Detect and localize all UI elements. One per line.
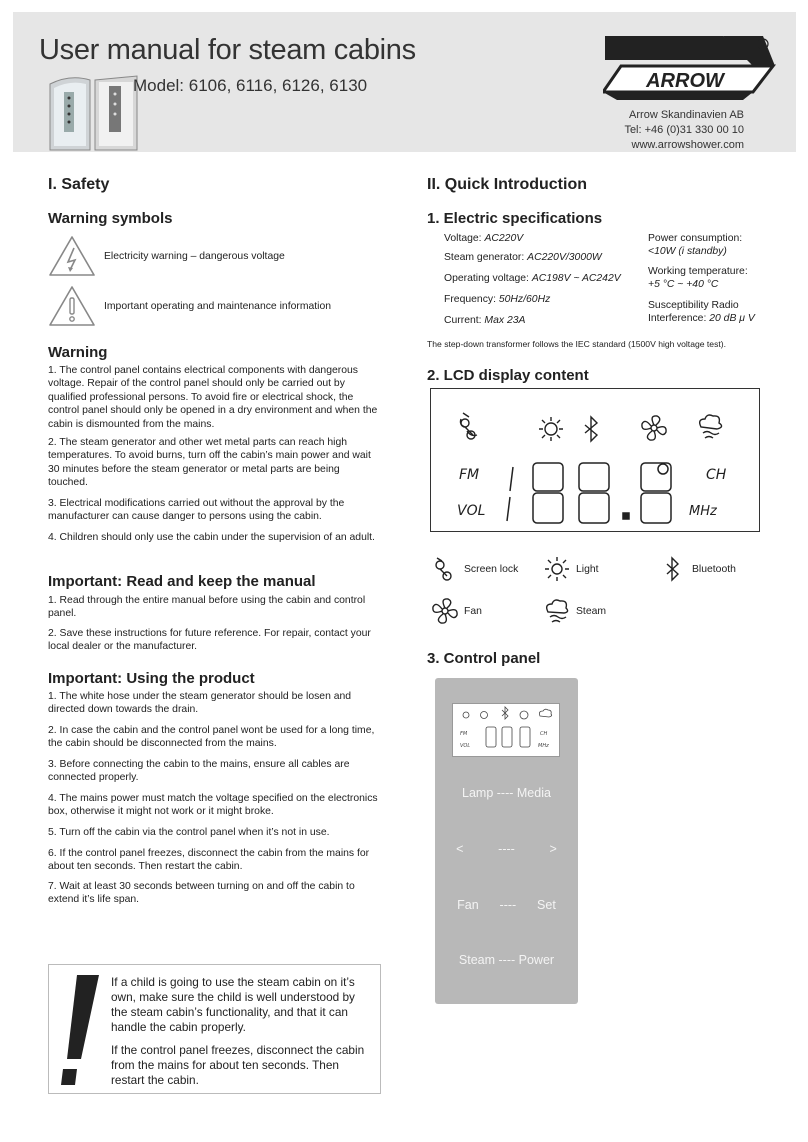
lcd-fm-label: FM xyxy=(459,467,480,483)
company-phone: Tel: +46 (0)31 330 00 10 xyxy=(624,124,744,136)
legend-fan: Fan xyxy=(432,598,482,624)
notice-freeze-text: If the control panel freezes, disconnect the cabin from the mains for about ten seconds. Then restart the cabin. xyxy=(111,1043,365,1087)
spec-radio-interference: Susceptibility Radio Interference: 20 dB μ V xyxy=(648,300,755,324)
lcd-heading: 2. LCD display content xyxy=(427,367,589,384)
important-info-text: Important operating and maintenance information xyxy=(104,300,332,312)
document-title: User manual for steam cabins xyxy=(39,34,416,66)
safety-heading: I. Safety xyxy=(48,176,110,193)
light-icon xyxy=(539,417,563,441)
company-website: www.arrowshower.com xyxy=(631,139,744,151)
important-info-row xyxy=(48,284,331,328)
fan-set-buttons[interactable]: Fan ---- Set xyxy=(457,898,556,912)
legend-light: Light xyxy=(544,556,599,582)
using-item-5: 5. Turn off the cabin via the control panel when it’s not in use. xyxy=(48,827,330,838)
steam-cabin-image xyxy=(46,74,94,154)
electricity-warning-row xyxy=(48,234,285,278)
spec-working-temperature: Working temperature: +5 °C ~ +40 °C xyxy=(648,266,748,290)
light-icon xyxy=(544,556,570,582)
svg-text:FM: FM xyxy=(460,731,468,737)
lamp-media-buttons[interactable]: Lamp ---- Media xyxy=(462,786,551,800)
svg-text:CH: CH xyxy=(540,731,548,737)
arrow-logo xyxy=(603,32,778,100)
using-product-heading: Important: Using the product xyxy=(48,670,255,687)
legend-bluetooth: Bluetooth xyxy=(660,556,736,582)
lightning-warning-icon xyxy=(48,234,96,278)
spec-voltage: Voltage: AC220V xyxy=(444,233,524,244)
svg-text:R: R xyxy=(760,42,766,49)
using-item-3: 3. Before connecting the cabin to the mains, ensure all cables are connected properly. xyxy=(48,759,350,784)
model-numbers: Model: 6106, 6116, 6126, 6130 xyxy=(133,76,368,95)
spec-operating-voltage: Operating voltage: AC198V ~ AC242V xyxy=(444,273,621,284)
lcd-ch-label: CH xyxy=(706,467,727,483)
screen-lock-icon xyxy=(432,556,458,582)
spec-frequency: Frequency: 50Hz/60Hz xyxy=(444,294,551,305)
spec-current: Current: Max 23A xyxy=(444,315,526,326)
electricity-warning-text: Electricity warning – dangerous voltage xyxy=(104,250,285,262)
company-name: Arrow Skandinavien AB xyxy=(629,109,744,121)
warning-item-3: 3. Electrical modifications carried out without the approval by the manufacturer can cause danger to persons using the cabin. xyxy=(48,498,345,523)
legend-steam: Steam xyxy=(544,598,606,624)
lcd-digits xyxy=(507,463,671,523)
notice-child-text: If a child is going to use the steam cabin on it’s own, make sure the child is well understood by the steam cabin’s functionality, and that it can handle the cabin properly. xyxy=(111,975,355,1034)
read-item-2: 2. Save these instructions for future reference. For repair, contact your local dealer or the manufacturer. xyxy=(48,628,371,653)
exclamation-icon xyxy=(55,971,101,1089)
read-manual-heading: Important: Read and keep the manual xyxy=(48,573,316,590)
steam-icon xyxy=(700,415,722,438)
legend-screen-lock: Screen lock xyxy=(432,556,518,582)
using-item-2: 2. In case the cabin and the control panel wont be used for a long time, the cabin should be disconnected from the mains. xyxy=(48,725,375,750)
fan-icon xyxy=(642,416,666,440)
steam-icon xyxy=(544,598,570,624)
using-item-6: 6. If the control panel freezes, disconnect the cabin from the mains for about ten seconds. Then restart the cabin. xyxy=(48,848,370,873)
header-banner xyxy=(13,12,796,152)
warning-item-2: 2. The steam generator and other wet metal parts can reach high temperatures. To avoid burns, turn off the cabin’s main power and wait 30 minutes before the steam generator or metal parts are being touched. xyxy=(48,437,371,489)
electric-specs-heading: 1. Electric specifications xyxy=(427,210,603,227)
notice-box xyxy=(48,964,381,1094)
control-panel-image xyxy=(435,678,578,1004)
fan-icon xyxy=(432,598,458,624)
svg-text:MHz: MHz xyxy=(538,743,549,749)
lcd-mhz-label: MHz xyxy=(689,504,717,519)
control-panel-heading: 3. Control panel xyxy=(427,650,541,667)
using-item-4: 4. The mains power must match the voltage specified on the electronics box, otherwise it might not work or it might broke. xyxy=(48,793,378,818)
using-item-7: 7. Wait at least 30 seconds between turning on and off the cabin to extend it’s life span. xyxy=(48,881,355,906)
quick-intro-heading: II. Quick Introduction xyxy=(427,176,587,193)
lcd-vol-label: VOL xyxy=(457,503,486,519)
using-item-1: 1. The white hose under the steam generator should be losen and directed down towards the drain. xyxy=(48,691,352,716)
mini-lcd-display xyxy=(452,703,560,757)
svg-text:VOL: VOL xyxy=(460,743,471,749)
exclamation-warning-icon xyxy=(48,284,96,328)
prev-next-buttons[interactable]: < ---- > xyxy=(456,842,557,856)
screen-lock-icon xyxy=(461,413,478,439)
transformer-note: The step-down transformer follows the IEC standard (1500V high voltage test). xyxy=(427,339,727,349)
spec-steam-generator: Steam generator: AC220V/3000W xyxy=(444,252,602,263)
steam-power-buttons[interactable]: Steam ---- Power xyxy=(458,953,555,967)
company-info xyxy=(624,108,744,153)
spec-power-consumption: Power consumption: <10W (i standby) xyxy=(648,233,743,257)
warning-symbols-heading: Warning symbols xyxy=(48,210,173,227)
bluetooth-icon xyxy=(660,556,686,582)
bluetooth-icon xyxy=(585,417,597,441)
warning-heading: Warning xyxy=(48,344,108,361)
lcd-display-diagram xyxy=(430,388,760,532)
warning-item-1: 1. The control panel contains electrical components with dangerous voltage. Repair of the control panel should only be carried out by qualified professional persons. To avoid fire or electrical shock, the control panel should only be opened in a dry environment and when the cabin is dismounted from the mains. xyxy=(48,365,378,430)
read-item-1: 1. Read through the entire manual before using the cabin and control panel. xyxy=(48,595,366,620)
warning-item-4: 4. Children should only use the cabin under the supervision of an adult. xyxy=(48,532,375,543)
svg-text:ARROW: ARROW xyxy=(646,70,724,92)
